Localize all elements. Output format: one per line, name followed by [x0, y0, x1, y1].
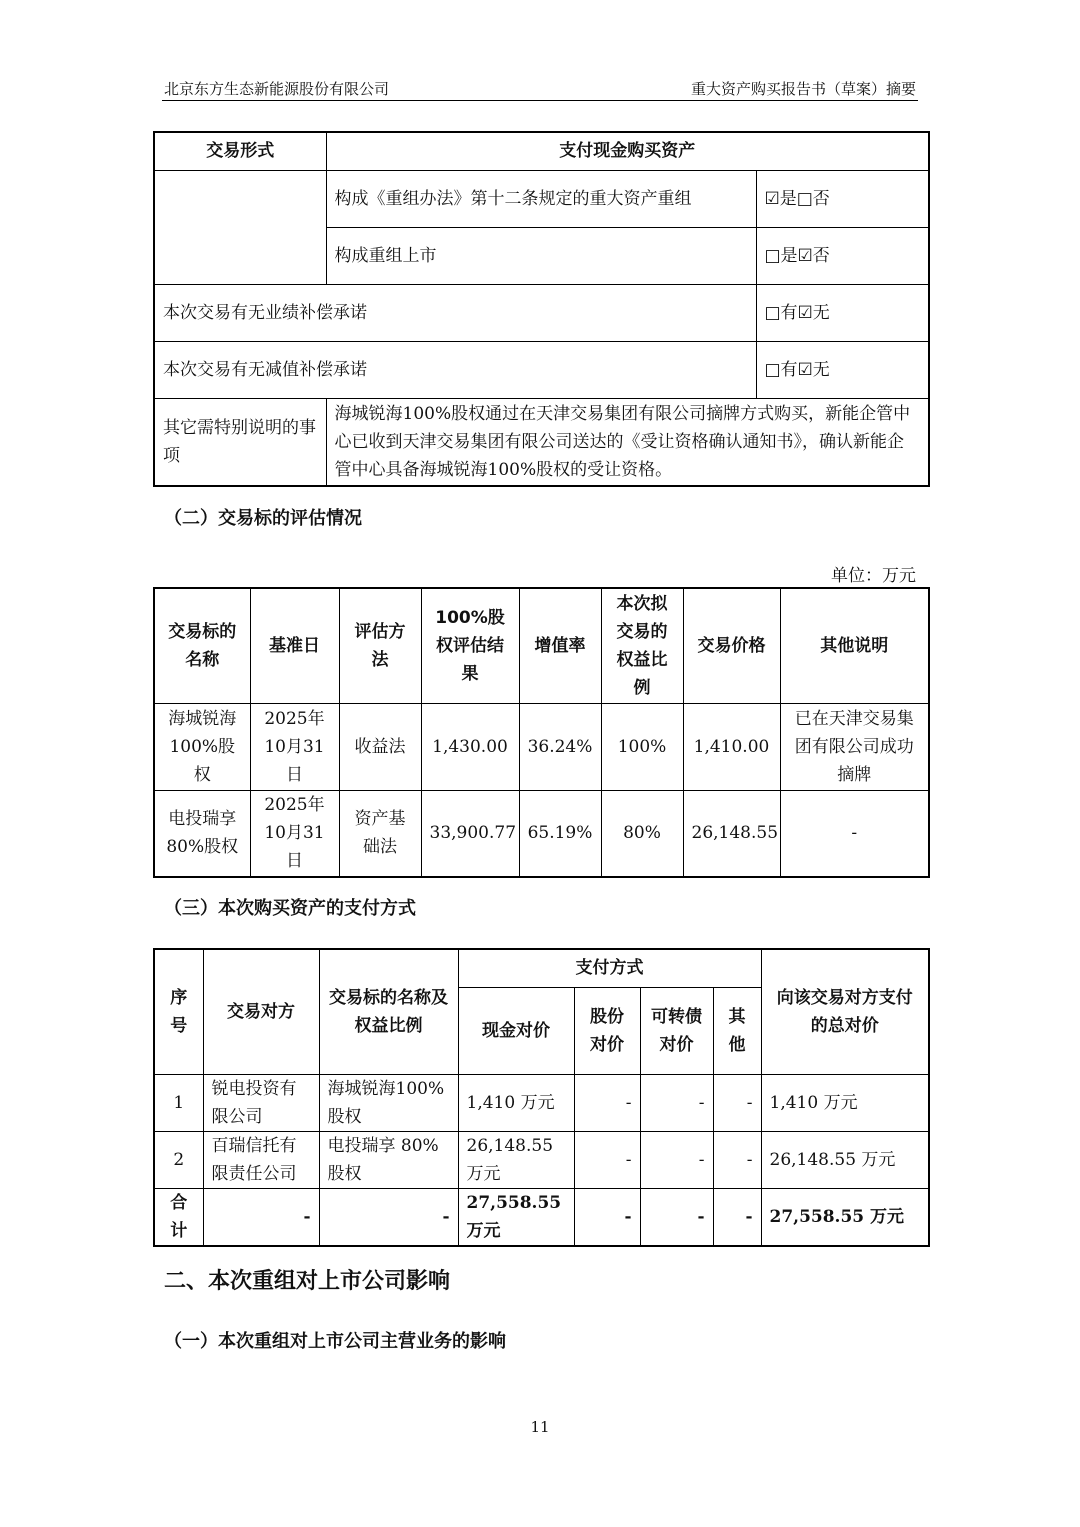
table-cell: 海城锐海100%股权	[319, 1074, 458, 1131]
table-cell: 1	[154, 1074, 203, 1131]
special-notes-text: 海城锐海100%股权通过在天津交易集团有限公司摘牌方式购买，新能企管中心已收到天津交易集团有限公司送达的《受让资格确认通知书》，确认新能企管中心具备海城锐海100%股权的受让资格。	[326, 398, 929, 486]
table-cell: 1,410.00	[683, 703, 780, 790]
th-cash: 现金对价	[458, 987, 574, 1074]
table-cell: 1,410 万元	[458, 1074, 574, 1131]
table-cell: 资产基础法	[339, 790, 421, 877]
table-cell: -	[574, 1131, 640, 1188]
row-performance-comp-label: 本次交易有无业绩补偿承诺	[154, 284, 756, 341]
table-cell: 1,430.00	[421, 703, 519, 790]
table-cell: -	[713, 1188, 761, 1246]
table-cell: -	[319, 1188, 458, 1246]
special-notes-label: 其它需特别说明的事项	[154, 398, 326, 486]
th-target-name: 交易标的名称	[154, 588, 250, 703]
row-major-restructuring-value: ☑是□否	[756, 170, 929, 227]
payment-table	[153, 948, 930, 1247]
table-cell: 27,558.55 万元	[458, 1188, 574, 1246]
chapter-title: 二、本次重组对上市公司影响	[164, 1269, 451, 1294]
header-divider	[162, 100, 918, 101]
th-share: 股份对价	[574, 987, 640, 1074]
table-cell: 2025年10月31日	[250, 703, 339, 790]
row-backdoor-listing-value: □是☑否	[756, 227, 929, 284]
page-number: 11	[530, 1418, 550, 1436]
section-payment-title: （三）本次购买资产的支付方式	[164, 898, 416, 919]
table-cell: -	[640, 1131, 713, 1188]
blank-cell	[154, 170, 326, 284]
th-counterparty: 交易对方	[203, 949, 319, 1074]
row-backdoor-listing-label: 构成重组上市	[326, 227, 756, 284]
th-total: 向该交易对方支付的总对价	[761, 949, 929, 1074]
table-cell: -	[713, 1131, 761, 1188]
head-cash-purchase: 支付现金购买资产	[326, 132, 929, 170]
row-major-restructuring-label: 构成《重组办法》第十二条规定的重大资产重组	[326, 170, 756, 227]
table-cell: -	[640, 1074, 713, 1131]
table-cell: -	[203, 1188, 319, 1246]
table-cell: 锐电投资有限公司	[203, 1074, 319, 1131]
transaction-form-table	[153, 131, 930, 487]
th-other: 其他	[713, 987, 761, 1074]
header-document-title: 重大资产购买报告书（草案）摘要	[690, 80, 916, 98]
th-payment-method: 支付方式	[458, 949, 761, 987]
table-cell: -	[713, 1074, 761, 1131]
table-cell: 65.19%	[519, 790, 601, 877]
table-cell: 36.24%	[519, 703, 601, 790]
subsection-title: （一）本次重组对上市公司主营业务的影响	[164, 1331, 506, 1352]
th-price: 交易价格	[683, 588, 780, 703]
th-valuation-result: 100%股权评估结果	[421, 588, 519, 703]
table-cell: 百瑞信托有限责任公司	[203, 1131, 319, 1188]
table-cell: -	[780, 790, 929, 877]
table-cell: 1,410 万元	[761, 1074, 929, 1131]
header-company-name: 北京东方生态新能源股份有限公司	[164, 80, 390, 98]
row-impairment-comp-value: □有☑无	[756, 341, 929, 398]
table-cell: 100%	[601, 703, 683, 790]
table-cell: 收益法	[339, 703, 421, 790]
unit-label: 单位：万元	[831, 566, 916, 586]
table-cell: -	[640, 1188, 713, 1246]
table-cell: 27,558.55 万元	[761, 1188, 929, 1246]
table-cell: 26,148.55 万元	[761, 1131, 929, 1188]
th-base-date: 基准日	[250, 588, 339, 703]
table-cell: 33,900.77	[421, 790, 519, 877]
row-performance-comp-value: □有☑无	[756, 284, 929, 341]
th-method: 评估方法	[339, 588, 421, 703]
table-cell: 80%	[601, 790, 683, 877]
th-appreciation-rate: 增值率	[519, 588, 601, 703]
table-cell: 26,148.55 万元	[458, 1131, 574, 1188]
table-cell: 已在天津交易集团有限公司成功摘牌	[780, 703, 929, 790]
section-valuation-title: （二）交易标的评估情况	[164, 508, 362, 529]
th-convertible: 可转债对价	[640, 987, 713, 1074]
head-transaction-form: 交易形式	[154, 132, 326, 170]
th-target: 交易标的名称及权益比例	[319, 949, 458, 1074]
th-equity-ratio: 本次拟交易的权益比例	[601, 588, 683, 703]
table-cell: 海城锐海100%股权	[154, 703, 250, 790]
table-cell: 电投瑞享80%股权	[154, 790, 250, 877]
th-no: 序号	[154, 949, 203, 1074]
table-cell: -	[574, 1074, 640, 1131]
row-impairment-comp-label: 本次交易有无减值补偿承诺	[154, 341, 756, 398]
table-cell: 电投瑞享 80%股权	[319, 1131, 458, 1188]
table-cell: 26,148.55	[683, 790, 780, 877]
table-cell: 2025年10月31日	[250, 790, 339, 877]
table-cell: 合计	[154, 1188, 203, 1246]
valuation-table	[153, 587, 930, 878]
table-cell: -	[574, 1188, 640, 1246]
th-other-notes: 其他说明	[780, 588, 929, 703]
table-cell: 2	[154, 1131, 203, 1188]
